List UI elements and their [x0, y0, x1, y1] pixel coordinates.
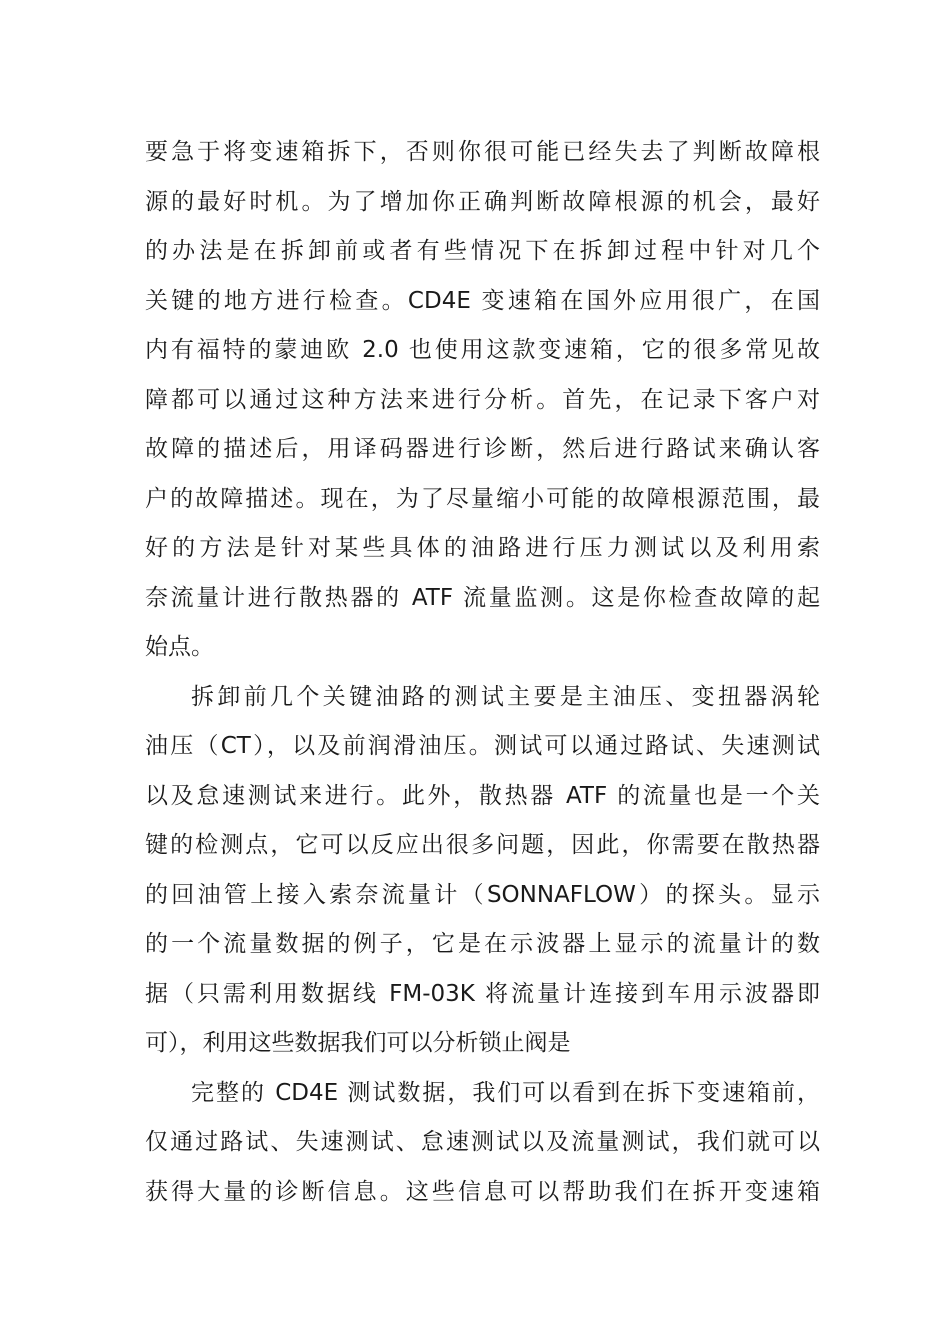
text-line: 键的检测点，它可以反应出很多问题，因此，你需要在散热器: [145, 832, 820, 858]
text-line: 要急于将变速箱拆下，否则你很可能已经失去了判断故障根: [145, 139, 820, 165]
text-line: 可），利用这些数据我们可以分析锁止阀是: [145, 1030, 571, 1056]
text-line: 拆卸前几个关键油路的测试主要是主油压、变扭器涡轮: [191, 683, 820, 710]
text-line: 始点。: [145, 634, 214, 660]
text-line: 源的最好时机。为了增加你正确判断故障根源的机会，最好: [145, 188, 820, 215]
text-line: 奈流量计进行散热器的 ATF 流量监测。这是你检查故障的起: [145, 584, 820, 611]
text-line: 仅通过路试、失速测试、怠速测试以及流量测试，我们就可以: [145, 1129, 820, 1155]
text-line: 的回油管上接入索奈流量计（SONNAFLOW）的探头。显示: [145, 881, 820, 908]
text-line: 故障的描述后，用译码器进行诊断，然后进行路试来确认客: [145, 436, 820, 462]
text-line: 获得大量的诊断信息。这些信息可以帮助我们在拆开变速箱: [145, 1178, 820, 1205]
text-line: 完整的 CD4E 测试数据，我们可以看到在拆下变速箱前，: [191, 1079, 820, 1106]
text-line: 内有福特的蒙迪欧 2.0 也使用这款变速箱，它的很多常见故: [145, 337, 820, 363]
text-line: 据（只需利用数据线 FM-03K 将流量计连接到车用示波器即: [145, 980, 820, 1007]
text-line: 的办法是在拆卸前或者有些情况下在拆卸过程中针对几个: [145, 238, 820, 264]
text-line: 好的方法是针对某些具体的油路进行压力测试以及利用索: [145, 535, 820, 561]
body-text: [145, 128, 820, 1217]
text-line: 障都可以通过这种方法来进行分析。首先，在记录下客户对: [145, 386, 820, 413]
text-line: 油压（CT），以及前润滑油压。测试可以通过路试、失速测试: [145, 733, 820, 759]
text-line: 关键的地方进行检查。CD4E 变速箱在国外应用很广，在国: [145, 287, 820, 314]
text-line: 的一个流量数据的例子，它是在示波器上显示的流量计的数: [145, 931, 820, 957]
text-line: 户的故障描述。现在，为了尽量缩小可能的故障根源范围，最: [145, 485, 820, 512]
text-line: 以及怠速测试来进行。此外，散热器 ATF 的流量也是一个关: [145, 782, 820, 809]
